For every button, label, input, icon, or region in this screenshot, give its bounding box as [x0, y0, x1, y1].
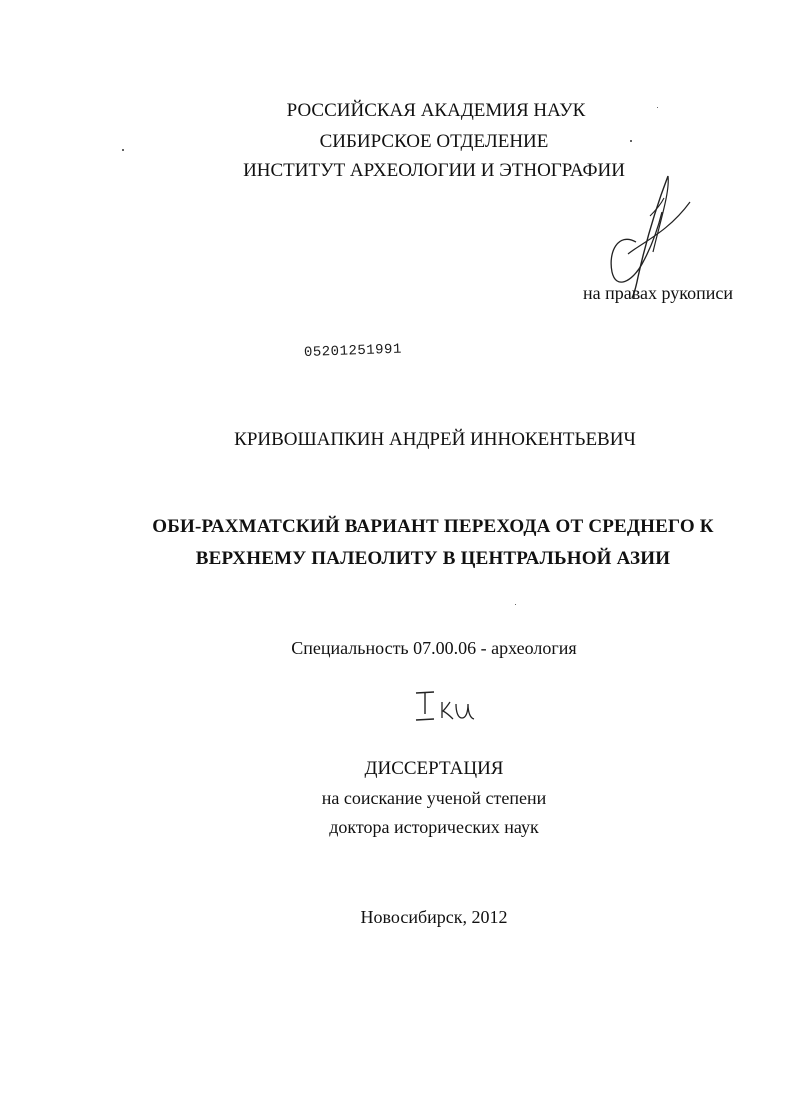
org-line-academy: РОССИЙСКАЯ АКАДЕМИЯ НАУК — [286, 100, 586, 121]
org-line-branch: СИБИРСКОЕ ОТДЕЛЕНИЕ — [319, 131, 549, 152]
degree-field-line: доктора исторических наук — [329, 817, 539, 837]
specialty-line: Специальность 07.00.06 - археология — [291, 638, 577, 658]
scan-speck — [630, 140, 632, 142]
author-name: КРИВОШАПКИН АНДРЕЙ ИННОКЕНТЬЕВИЧ — [234, 429, 636, 450]
place-year: Новосибирск, 2012 — [360, 907, 508, 927]
org-line-institute: ИНСТИТУТ АРХЕОЛОГИИ И ЭТНОГРАФИИ — [243, 160, 625, 181]
scan-speck — [515, 604, 516, 605]
manuscript-rights-label: на правах рукописи — [583, 283, 733, 303]
title-line-1: ОБИ-РАХМАТСКИЙ ВАРИАНТ ПЕРЕХОДА ОТ СРЕДНЕГО К — [152, 516, 714, 537]
title-line-2: ВЕРХНЕМУ ПАЛЕОЛИТУ В ЦЕНТРАЛЬНОЙ АЗИИ — [195, 548, 671, 569]
serial-number-stamp: 05201251991 — [303, 341, 403, 361]
dissertation-heading: ДИССЕРТАЦИЯ — [364, 758, 504, 779]
degree-line: на соискание ученой степени — [321, 788, 547, 808]
scan-speck — [657, 107, 658, 108]
scan-speck — [122, 149, 124, 151]
handwritten-volume-note — [412, 688, 482, 728]
